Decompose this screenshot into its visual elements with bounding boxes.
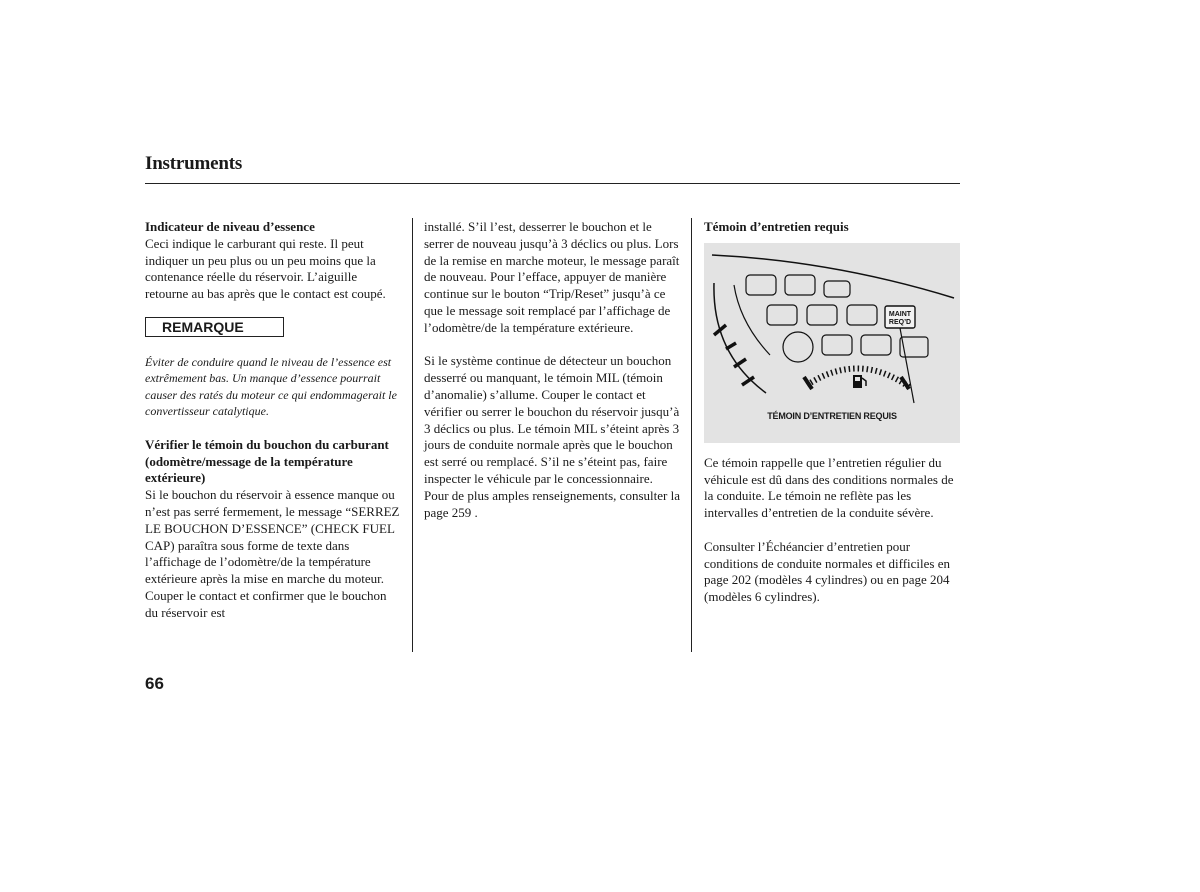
note-label-box	[145, 317, 284, 337]
column-divider-1	[412, 218, 413, 652]
page-number: 66	[145, 674, 164, 693]
column-3	[704, 219, 962, 606]
fuel-cap-text-continued: installé. S’il l’est, desserrer le bouchon et le serrer de nouveau jusqu’à 3 déclics ou plus. Lors de la remise en marche moteur, le message paraît de nouveau. Pour l’efface, appuyer de manière continue sur le bouton “Trip/Reset” jusqu’à ce que le message soit remplacé par l’affichage de l’odomètre/de la température extérieure.	[424, 219, 680, 335]
fuel-cap-subheading: (odomètre/message de la température extérieure)	[145, 453, 353, 486]
fuel-gauge-heading: Indicateur de niveau d’essence	[145, 219, 315, 234]
fuel-pump-icon	[853, 375, 866, 388]
fuel-cap-text: Si le bouchon du réservoir à essence manque ou n’est pas serré fermement, le message “SERREZ LE BOUCHON D’ESSENCE” (CHECK FUEL CAP) paraîtra sous forme de texte dans l’affichage de l’odomètre/de la température extérieure après la mise en marche du moteur. Couper le contact et confirmer que le bouchon du réservoir est	[145, 487, 400, 620]
maintenance-heading: Témoin d’entretien requis	[704, 219, 849, 234]
maint-reqd-label-line1: MAINT	[888, 310, 912, 318]
note-text: Éviter de conduire quand le niveau de l’essence est extrêmement bas. Un manque d’essence pourrait causer des ratés du moteur ce qui endommagerait le convertisseur catalytique.	[145, 354, 397, 419]
column-2	[424, 219, 680, 521]
fuel-cap-heading: Vérifier le témoin du bouchon du carburant	[145, 436, 389, 452]
mil-text: Si le système continue de détecteur un bouchon desserré ou manquant, le témoin MIL (témoin d’anomalie) s’allume. Couper le contact et vérifier ou serrer le bouchon du réservoir jusqu’à 3 déclics ou plus. Le témoin MIL s’éteint après 3 jours de conduite normale après que le bouchon est serré ou remplacé. S’il ne s’éteint pas, faire inspecter le véhicule par le concessionnaire. Pour de plus amples renseignements, consulter la page 259 .	[424, 353, 680, 520]
maintenance-text-2: Consulter l’Échéancier d’entretien pour conditions de conduite normales et difficiles en page 202 (modèles 4 cylindres) ou en page 204 (modèles 6 cylindres).	[704, 538, 950, 605]
figure-caption: TÉMOIN D’ENTRETIEN REQUIS	[767, 410, 897, 421]
section-title: Instruments	[145, 153, 243, 174]
fuel-gauge-text: Ceci indique le carburant qui reste. Il peut indiquer un peu plus ou un peu moins que la contenance réelle du réservoir. L’aiguille retourne au bas après que le contact est coupé.	[145, 235, 386, 302]
maint-reqd-label-line2: REQ’D	[888, 318, 912, 326]
maintenance-text-1: Ce témoin rappelle que l’entretien régulier du véhicule est dû dans des conditions normales de la conduite. Le témoin ne reflète pas les intervalles d’entretien de la conduite sévère.	[704, 454, 954, 521]
note-label: REMARQUE	[162, 318, 244, 335]
column-divider-2	[691, 218, 692, 652]
instrument-panel-illustration	[704, 243, 960, 443]
header-rule	[145, 183, 960, 184]
column-1	[145, 219, 401, 622]
